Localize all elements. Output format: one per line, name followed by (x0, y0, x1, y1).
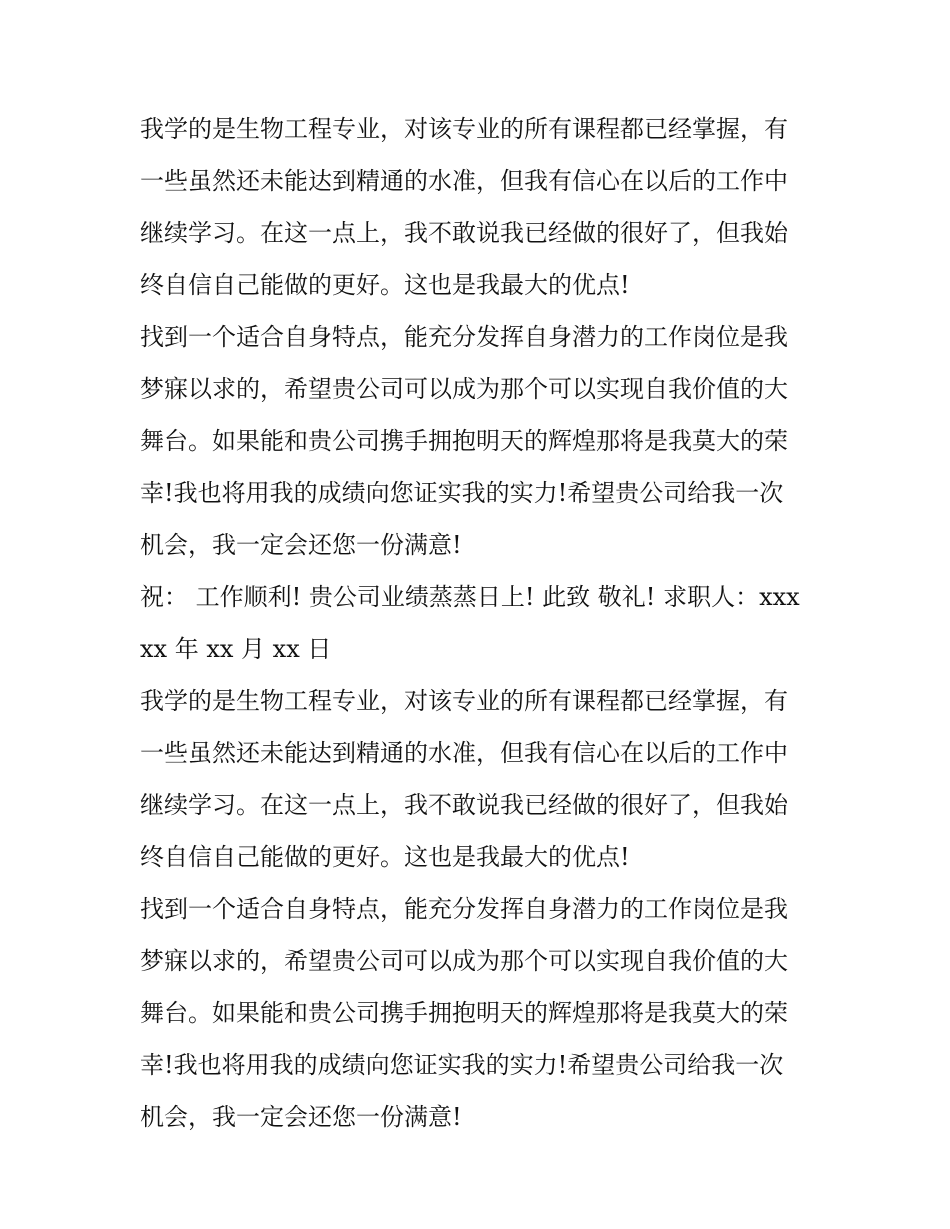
text-line: 我学的是生物工程专业，对该专业的所有课程都已经掌握，有 (140, 115, 788, 143)
text-line: 我学的是生物工程专业，对该专业的所有课程都已经掌握，有 (140, 687, 788, 715)
document-body (140, 103, 820, 1143)
text-line: 一些虽然还未能达到精通的水准，但我有信心在以后的工作中 (140, 739, 788, 767)
paragraph-self-assessment-repeat (140, 675, 820, 883)
date-line: xx 年 xx 月 xx 日 (140, 635, 332, 663)
text-line: 梦寐以求的，希望贵公司可以成为那个可以实现自我价值的大 (140, 375, 788, 403)
text-line: 一些虽然还未能达到精通的水准，但我有信心在以后的工作中 (140, 167, 788, 195)
paragraph-job-aspiration (140, 311, 820, 571)
text-line: 找到一个适合自身特点，能充分发挥自身潜力的工作岗位是我 (140, 323, 788, 351)
paragraph-job-aspiration-repeat (140, 883, 820, 1143)
text-line: 机会，我一定会还您一份满意! (140, 1103, 462, 1131)
text-line: 继续学习。在这一点上，我不敢说我已经做的很好了，但我始 (140, 219, 788, 247)
text-line: 终自信自己能做的更好。这也是我最大的优点! (140, 271, 630, 299)
text-line: 找到一个适合自身特点，能充分发挥自身潜力的工作岗位是我 (140, 895, 788, 923)
text-line: 幸!我也将用我的成绩向您证实我的实力!希望贵公司给我一次 (140, 479, 784, 507)
text-line: 舞台。如果能和贵公司携手拥抱明天的辉煌那将是我莫大的荣 (140, 999, 788, 1027)
paragraph-self-assessment (140, 103, 820, 311)
text-line: 机会，我一定会还您一份满意! (140, 531, 462, 559)
text-line: 终自信自己能做的更好。这也是我最大的优点! (140, 843, 630, 871)
text-line: 幸!我也将用我的成绩向您证实我的实力!希望贵公司给我一次 (140, 1051, 784, 1079)
text-line: 继续学习。在这一点上，我不敢说我已经做的很好了，但我始 (140, 791, 788, 819)
paragraph-closing-signature (140, 571, 820, 675)
closing-greeting-line: 祝： 工作顺利! 贵公司业绩蒸蒸日上! 此致 敬礼! 求职人：xxx (140, 583, 800, 611)
text-line: 梦寐以求的，希望贵公司可以成为那个可以实现自我价值的大 (140, 947, 788, 975)
text-line: 舞台。如果能和贵公司携手拥抱明天的辉煌那将是我莫大的荣 (140, 427, 788, 455)
